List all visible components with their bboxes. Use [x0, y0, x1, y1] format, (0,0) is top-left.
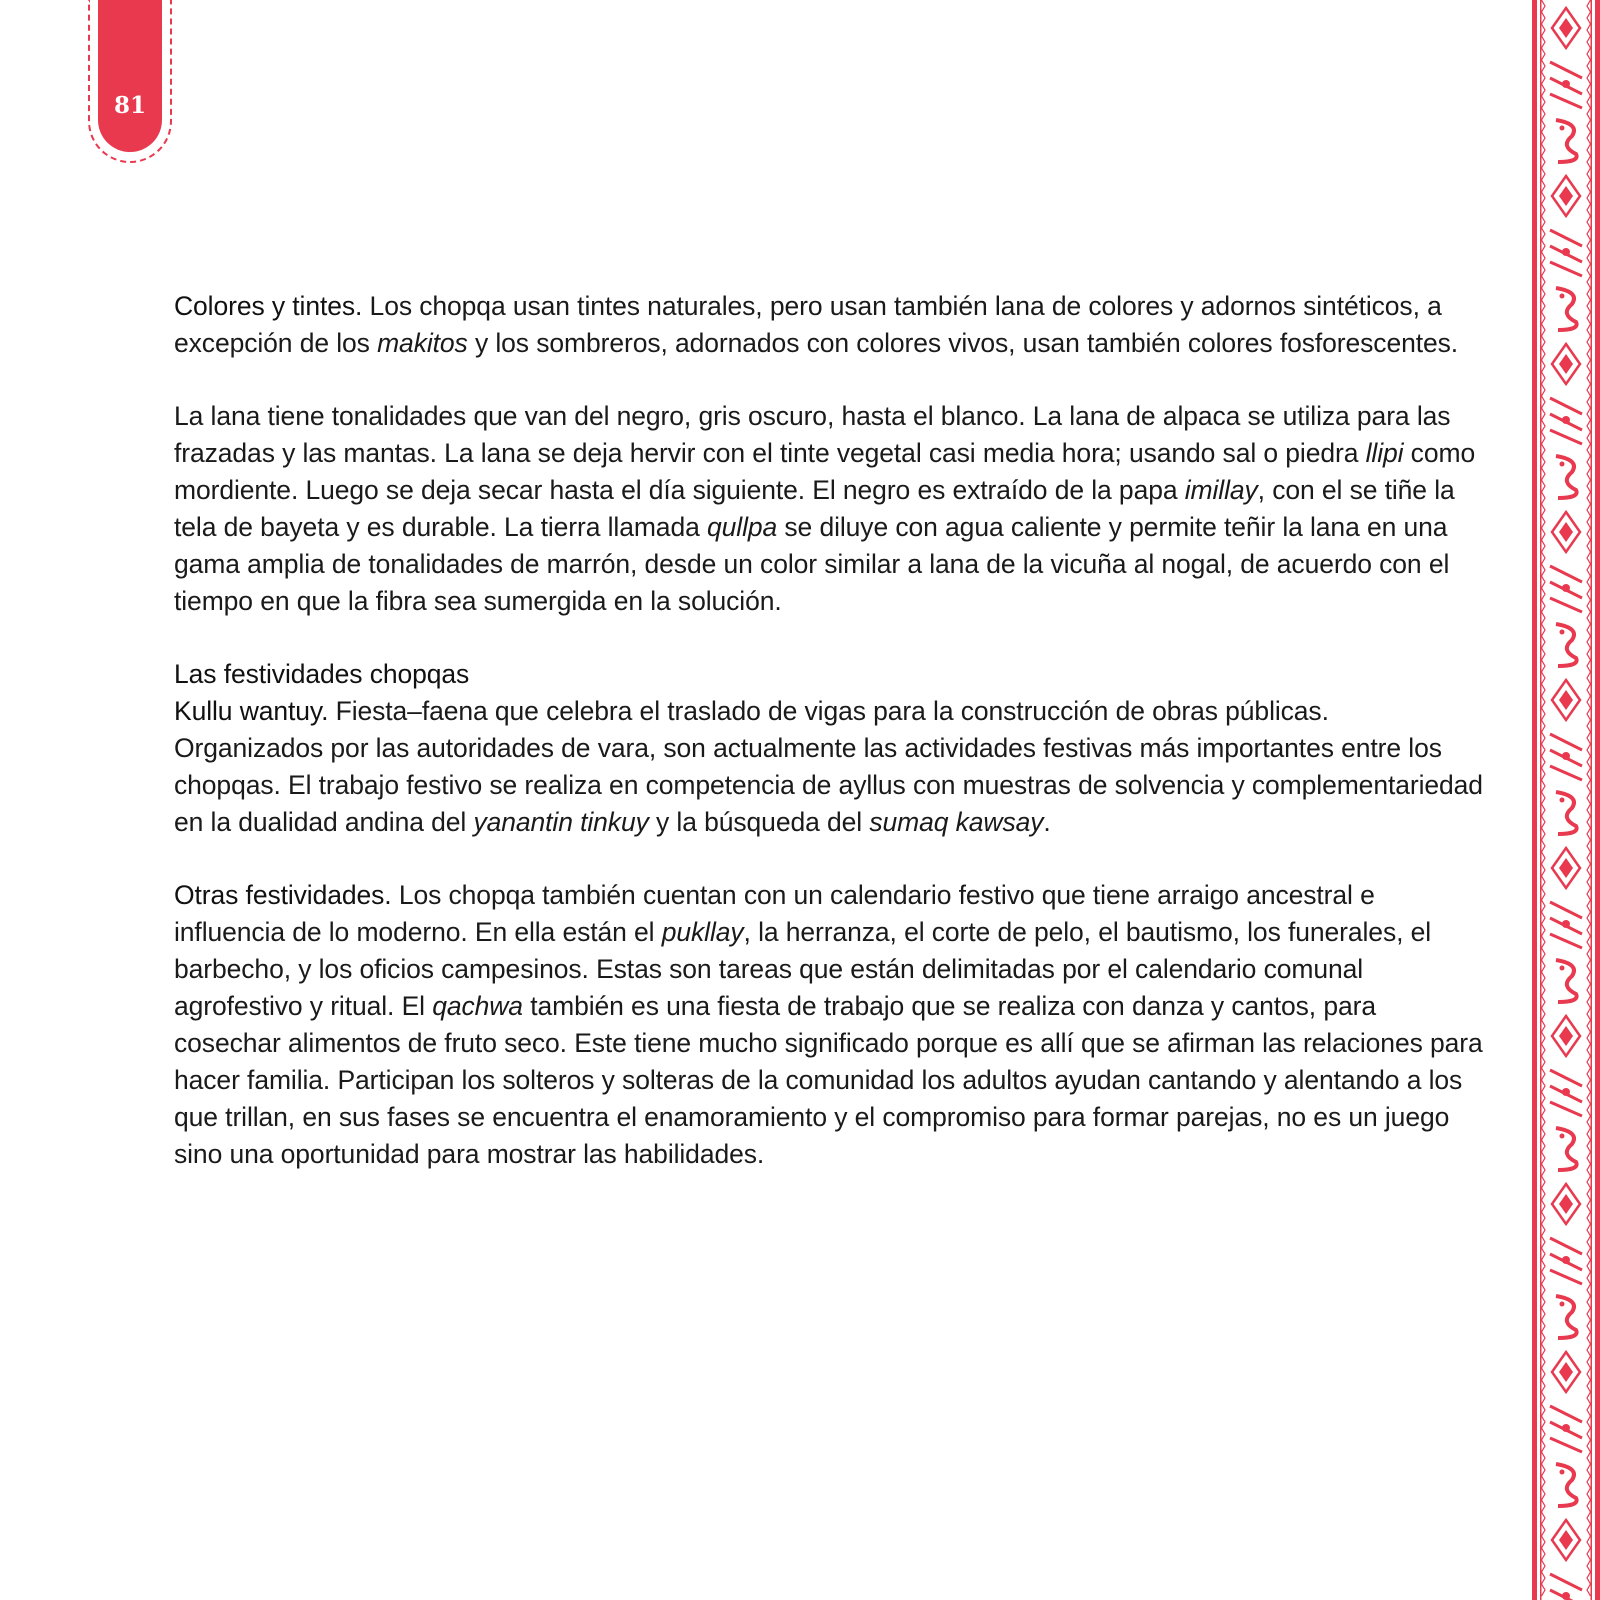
article-body [174, 288, 1484, 1209]
paragraph-text: se diluye con agua caliente y permite teñir la lana en una gama amplia de tonalidades de marrón, desde un color similar a lana de la vicuña al nogal, de acuerdo con el tiempo en que la fibra sea sumergida en la solución. [174, 512, 1450, 616]
paragraph-text: también es una fiesta de trabajo que se realiza con danza y cantos, para cosechar alimentos de fruto seco. Este tiene mucho significado porque es allí que se afirman las relaciones para hacer familia. Participan los solteros y solteras de la comunidad los adultos ayudan cantando y alentando a los que trillan, en sus fases se encuentra el enamoramiento y el compromiso para formar parejas, no es un juego sino una oportunidad para mostrar las habilidades. [174, 991, 1483, 1169]
paragraph-text: , con el se tiñe la tela de bayeta y es durable. La tierra llamada [174, 475, 1455, 542]
paragraph-colores-y-tintes [174, 288, 1484, 362]
paragraph-lead: Colores y tintes. [174, 291, 363, 321]
paragraph-text: y los sombreros, adornados con colores vivos, usan también colores fosforescentes. [467, 328, 1459, 358]
paragraph-text: , la herranza, el corte de pelo, el bautismo, los funerales, el barbecho, y los oficios campesinos. Estas son tareas que están delimitadas por el calendario comunal agrofestivo y ritual. El [174, 917, 1432, 1021]
textile-pattern-icon [1532, 0, 1600, 1600]
paragraph-kullu-wantuy [174, 693, 1484, 841]
paragraph-lana [174, 398, 1484, 620]
italic-term: qullpa [707, 512, 778, 542]
italic-term: pukllay [661, 917, 744, 947]
paragraph-lead: Otras festividades. [174, 880, 392, 910]
paragraph-text: Los chopqa usan tintes naturales, pero usan también lana de colores y adornos sintéticos, a excepción de los [174, 291, 1442, 358]
paragraph-text: y la búsqueda del [648, 807, 870, 837]
paragraph-lead: Kullu wantuy. [174, 696, 329, 726]
italic-term: yanantin tinkuy [473, 807, 649, 837]
paragraph-text: La lana tiene tonalidades que van del negro, gris oscuro, hasta el blanco. La lana de alpaca se utiliza para las frazadas y las mantas. La lana se deja hervir con el tinte vegetal casi media hora; usando sal o piedra [174, 401, 1451, 468]
paragraph-text: . [1043, 807, 1051, 837]
italic-term: llipi [1365, 438, 1404, 468]
paragraph-text: Los chopqa también cuentan con un calendario festivo que tiene arraigo ancestral e influencia de lo moderno. En ella están el [174, 880, 1375, 947]
italic-term: imillay [1184, 475, 1258, 505]
italic-term: sumaq kawsay [869, 807, 1044, 837]
paragraph-text: como mordiente. Luego se deja secar hasta el día siguiente. El negro es extraído de la papa [174, 438, 1476, 505]
page-number-tab [88, 0, 172, 163]
section-heading: Las festividades chopqas [174, 659, 470, 689]
paragraph-text: Fiesta–faena que celebra el traslado de vigas para la construcción de obras públicas. Organizados por las autoridades de vara, son actualmente las actividades festivas más importantes entre los chopqas. El trabajo festivo se realiza en competencia de ayllus con muestras de solvencia y complementariedad en la dualidad andina del [174, 696, 1483, 837]
page-number-badge [98, 0, 162, 152]
italic-term: makitos [377, 328, 468, 358]
decorative-textile-border [1532, 0, 1600, 1600]
paragraph-otras-festividades [174, 877, 1484, 1173]
italic-term: qachwa [432, 991, 523, 1021]
page-number: 81 [113, 92, 146, 119]
